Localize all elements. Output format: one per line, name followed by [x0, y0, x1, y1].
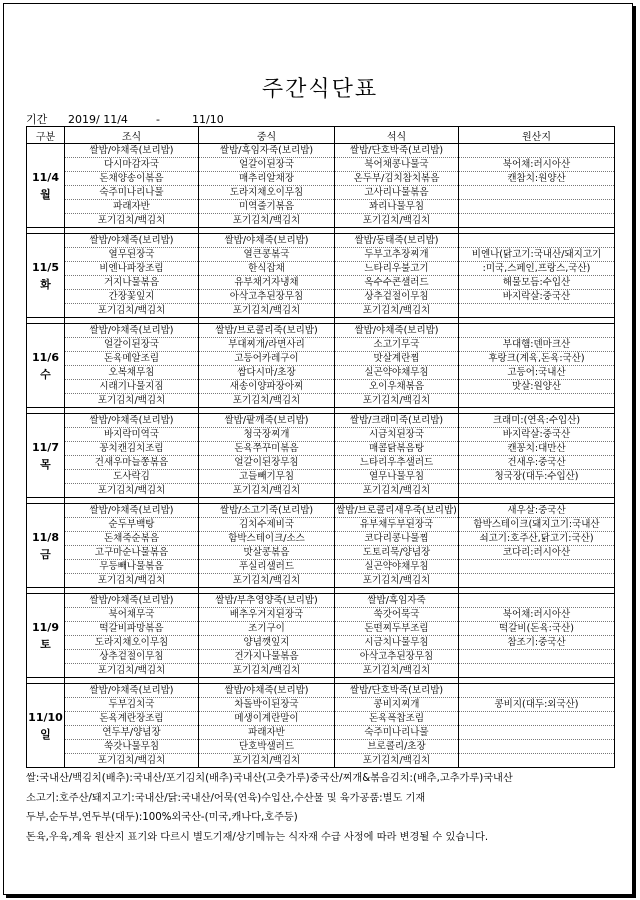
lunch-cell: 미역줄기볶음 [199, 200, 335, 214]
table-row [27, 144, 615, 158]
origin-cell [459, 650, 615, 664]
lunch-cell: 파래자반 [199, 726, 335, 740]
period-line [26, 111, 224, 127]
lunch-cell: 건가지나물볶음 [199, 650, 335, 664]
lunch-cell: 단호박샐러드 [199, 740, 335, 754]
origin-cell: 북어채:러시아산 [459, 608, 615, 622]
origin-cell: 건새우:중국산 [459, 456, 615, 470]
breakfast-cell: 숙주미나리나물 [65, 186, 199, 200]
table-row [27, 726, 615, 740]
lunch-cell: 포기김치/백김치 [199, 484, 335, 498]
dinner-cell: 포기김치/백김치 [335, 394, 459, 408]
breakfast-cell: 포기김치/백김치 [65, 664, 199, 678]
origin-cell [459, 594, 615, 608]
breakfast-cell: 거지나물볶음 [65, 276, 199, 290]
breakfast-cell: 쌀밥/야채죽(보리밥) [65, 504, 199, 518]
table-row [27, 684, 615, 698]
lunch-cell: 포기김치/백김치 [199, 214, 335, 228]
footnote: 두부,순두부,연두부(대두):100%외국산-(미국,캐나다,호주등) [26, 812, 298, 823]
lunch-cell: 메생이계란말이 [199, 712, 335, 726]
table-row [27, 470, 615, 484]
breakfast-cell: 포기김치/백김치 [65, 574, 199, 588]
table-row [27, 276, 615, 290]
origin-cell: 비엔나(닭고기:국내산/돼지고기 [459, 248, 615, 262]
lunch-cell: 쌀밥/부추영양죽(보리밥) [199, 594, 335, 608]
breakfast-cell: 포기김치/백김치 [65, 214, 199, 228]
table-row [27, 594, 615, 608]
origin-cell: 청국장(대두:수입산) [459, 470, 615, 484]
dinner-cell: 아삭고추된장무침 [335, 650, 459, 664]
dinner-cell: 돈떤찌두부조림 [335, 622, 459, 636]
table-row [27, 414, 615, 428]
table-row [27, 380, 615, 394]
dinner-cell: 실곤약야채무침 [335, 560, 459, 574]
origin-cell [459, 234, 615, 248]
origin-cell: 바지락살:중국산 [459, 428, 615, 442]
table-row [27, 428, 615, 442]
day-cell: 11/7 목 [27, 414, 65, 498]
breakfast-cell: 북어채무국 [65, 608, 199, 622]
origin-cell [459, 754, 615, 768]
breakfast-cell: 열무된장국 [65, 248, 199, 262]
dinner-cell: 매콤닭볶음탕 [335, 442, 459, 456]
table-row [27, 456, 615, 470]
table-row [27, 200, 615, 214]
table-row [27, 712, 615, 726]
origin-cell [459, 574, 615, 588]
origin-cell [459, 664, 615, 678]
lunch-cell: 포기김치/백김치 [199, 754, 335, 768]
day-cell: 11/5 화 [27, 234, 65, 318]
dinner-cell: 상추겉절이무침 [335, 290, 459, 304]
origin-cell [459, 200, 615, 214]
breakfast-cell: 무등빼나물볶음 [65, 560, 199, 574]
dinner-cell: 포기김치/백김치 [335, 664, 459, 678]
dinner-cell: 북어채콩나물국 [335, 158, 459, 172]
table-row [27, 532, 615, 546]
day-cell: 11/10 일 [27, 684, 65, 768]
header-dinner: 석식 [335, 127, 459, 144]
lunch-cell: 조기구이 [199, 622, 335, 636]
origin-cell [459, 684, 615, 698]
dinner-cell: 유부채두부된장국 [335, 518, 459, 532]
lunch-cell: 열큰콩볶국 [199, 248, 335, 262]
origin-cell: 코다리:러시아산 [459, 546, 615, 560]
origin-cell [459, 304, 615, 318]
lunch-cell: 얼갈이된장국 [199, 158, 335, 172]
origin-cell [459, 740, 615, 754]
table-row [27, 574, 615, 588]
breakfast-cell: 쌀밥/야채죽(보리밥) [65, 144, 199, 158]
origin-cell [459, 394, 615, 408]
breakfast-cell: 돈육계란장조림 [65, 712, 199, 726]
dinner-cell: 느타리우불고기 [335, 262, 459, 276]
breakfast-cell: 쌀밥/야채죽(보리밥) [65, 234, 199, 248]
dinner-cell: 소고기무국 [335, 338, 459, 352]
table-row [27, 394, 615, 408]
origin-cell [459, 726, 615, 740]
breakfast-cell: 쌀밥/야채죽(보리밥) [65, 684, 199, 698]
breakfast-cell: 연두부/양념장 [65, 726, 199, 740]
dinner-cell: 맛살계란찜 [335, 352, 459, 366]
table-row [27, 262, 615, 276]
breakfast-cell: 쑥갓나물무침 [65, 740, 199, 754]
breakfast-cell: 바지락미역국 [65, 428, 199, 442]
dinner-cell: 두부고추장찌개 [335, 248, 459, 262]
table-row [27, 158, 615, 172]
footnotes [26, 769, 626, 847]
lunch-cell: 유부채거자냉채 [199, 276, 335, 290]
breakfast-cell: 비엔나파장조림 [65, 262, 199, 276]
origin-cell [459, 144, 615, 158]
lunch-cell: 쌀밥/야채죽(보리밥) [199, 684, 335, 698]
table-row [27, 304, 615, 318]
breakfast-cell: 간장꽃잎지 [65, 290, 199, 304]
lunch-cell: 쌀밥/흑임자죽(보리밥) [199, 144, 335, 158]
table-row [27, 518, 615, 532]
origin-cell: 부대햄:덴마크산 [459, 338, 615, 352]
day-cell: 11/4 월 [27, 144, 65, 228]
dinner-cell: 열무나물무침 [335, 470, 459, 484]
breakfast-cell: 얼갈이된장국 [65, 338, 199, 352]
dinner-cell: 고사리나물볶음 [335, 186, 459, 200]
table-row [27, 248, 615, 262]
table-row [27, 740, 615, 754]
dinner-cell: 쌀밥/단호박죽(보리밥) [335, 684, 459, 698]
dinner-cell: 콩비지찌개 [335, 698, 459, 712]
breakfast-cell: 쌀밥/야채죽(보리밥) [65, 324, 199, 338]
dinner-cell: 코다리콩나물찜 [335, 532, 459, 546]
day-cell: 11/9 토 [27, 594, 65, 678]
lunch-cell: 고등어카레구이 [199, 352, 335, 366]
table-row [27, 504, 615, 518]
dinner-cell: 포기김치/백김치 [335, 304, 459, 318]
lunch-cell: 도라지채오이무침 [199, 186, 335, 200]
breakfast-cell: 순두부백탕 [65, 518, 199, 532]
lunch-cell: 차돌박이된장국 [199, 698, 335, 712]
breakfast-cell: 건새우마늘쫑볶음 [65, 456, 199, 470]
table-row [27, 214, 615, 228]
dinner-cell: 포기김치/백김치 [335, 754, 459, 768]
table-row [27, 186, 615, 200]
lunch-cell: 푸실리샐러드 [199, 560, 335, 574]
lunch-cell: 매추리알채장 [199, 172, 335, 186]
lunch-cell: 쌀밥/브로콜리죽(보리밥) [199, 324, 335, 338]
lunch-cell: 부대찌개/라면사리 [199, 338, 335, 352]
origin-cell: 참조기:중국산 [459, 636, 615, 650]
table-row [27, 484, 615, 498]
footnote: 쌀:국내산/백김치(배추):국내산/포기김치(배추)국내산(고춧가루)중국산/찌개&볶음김치:(배추,고추가루)국내산 [26, 773, 513, 784]
origin-cell: 캔참치:원양산 [459, 172, 615, 186]
menu-body [27, 144, 615, 768]
header-day: 구분 [27, 127, 65, 144]
origin-cell: 크래미:(연육:수입산) [459, 414, 615, 428]
table-row [27, 560, 615, 574]
dinner-cell: 도토리묵/양념장 [335, 546, 459, 560]
breakfast-cell: 포기김치/백김치 [65, 394, 199, 408]
breakfast-cell: 상추겉절이무침 [65, 650, 199, 664]
dinner-cell: 브로콜리/초장 [335, 740, 459, 754]
origin-cell: 콩비지(대두:외국산) [459, 698, 615, 712]
lunch-cell: 배추우거지된장국 [199, 608, 335, 622]
lunch-cell: 양념깻잎지 [199, 636, 335, 650]
lunch-cell: 고들빼기무침 [199, 470, 335, 484]
table-row [27, 234, 615, 248]
dinner-cell: 옥수수콘샐러드 [335, 276, 459, 290]
footnote: 돈육,우육,계육 원산지 표기와 다르시 별도기재/상기메뉴는 식자재 수급 사정에 따라 변경될 수 있습니다. [26, 831, 489, 843]
table-row [27, 650, 615, 664]
lunch-cell: 맛살콩볶음 [199, 546, 335, 560]
table-row [27, 546, 615, 560]
origin-cell: 쇠고기:호주산,닭고기:국산) [459, 532, 615, 546]
breakfast-cell: 포기김치/백김치 [65, 754, 199, 768]
table-row [27, 442, 615, 456]
table-row [27, 338, 615, 352]
header-origin: 원산지 [459, 127, 615, 144]
origin-cell: 바지락살:중국산 [459, 290, 615, 304]
page-title: 주간식단표 [261, 77, 379, 102]
breakfast-cell: 다시마감자국 [65, 158, 199, 172]
period-start: 2019/ 11/4 [68, 113, 128, 126]
breakfast-cell: 두부김치국 [65, 698, 199, 712]
origin-cell [459, 214, 615, 228]
dinner-cell: 포기김치/백김치 [335, 484, 459, 498]
header-lunch: 중식 [199, 127, 335, 144]
table-row [27, 622, 615, 636]
dinner-cell: 시금치된장국 [335, 428, 459, 442]
lunch-cell: 새송이양파장아찌 [199, 380, 335, 394]
dinner-cell: 쌀밥/동태죽(보리밥) [335, 234, 459, 248]
lunch-cell: 쌀밥/야채죽(보리밥) [199, 234, 335, 248]
origin-cell: 떡갈비(돈육:국산) [459, 622, 615, 636]
breakfast-cell: 시래기나물지짐 [65, 380, 199, 394]
origin-cell: 함박스테이크(돼지고기:국내산 [459, 518, 615, 532]
dinner-cell: 오이우채볶음 [335, 380, 459, 394]
origin-cell [459, 324, 615, 338]
origin-cell [459, 484, 615, 498]
header-breakfast: 조식 [65, 127, 199, 144]
breakfast-cell: 돈육메알조림 [65, 352, 199, 366]
table-row [27, 698, 615, 712]
origin-cell: :미국,스페인,프랑스,국산) [459, 262, 615, 276]
table-row [27, 290, 615, 304]
lunch-cell: 포기김치/백김치 [199, 574, 335, 588]
lunch-cell: 얼갈이된장무침 [199, 456, 335, 470]
table-row [27, 352, 615, 366]
origin-cell [459, 712, 615, 726]
lunch-cell: 한식잡채 [199, 262, 335, 276]
dinner-cell: 포기김치/백김치 [335, 214, 459, 228]
day-cell: 11/6 수 [27, 324, 65, 408]
dinner-cell: 온두부/김치참치볶음 [335, 172, 459, 186]
lunch-cell: 쌈다시마/초장 [199, 366, 335, 380]
footnote: 소고기:호주산/돼지고기:국내산/닭:국내산/어묵(연육)수입산,수산물 및 육가공품:별도 기재 [26, 792, 426, 804]
lunch-cell: 아삭고추된장무침 [199, 290, 335, 304]
dinner-cell: 숙주미나리나물 [335, 726, 459, 740]
table-row [27, 754, 615, 768]
table-row [27, 324, 615, 338]
breakfast-cell: 떡갈비파망볶음 [65, 622, 199, 636]
origin-cell: 해물모듬:수입산 [459, 276, 615, 290]
period-end: 11/10 [192, 113, 224, 126]
breakfast-cell: 포기김치/백김치 [65, 484, 199, 498]
origin-cell: 맛살:원양산 [459, 380, 615, 394]
lunch-cell: 포기김치/백김치 [199, 664, 335, 678]
breakfast-cell: 돈채양송이볶음 [65, 172, 199, 186]
lunch-cell: 함박스테이크/소스 [199, 532, 335, 546]
origin-cell [459, 186, 615, 200]
breakfast-cell: 쌀밥/야채죽(보리밥) [65, 414, 199, 428]
dinner-cell: 시금치나물무침 [335, 636, 459, 650]
dinner-cell: 쌀밥/크래미죽(보리밥) [335, 414, 459, 428]
dinner-cell: 느타리우추샐러드 [335, 456, 459, 470]
breakfast-cell: 꽁치캔김치조림 [65, 442, 199, 456]
dinner-cell: 쌀밥/야채죽(보리밥) [335, 324, 459, 338]
table-row [27, 172, 615, 186]
table-row [27, 366, 615, 380]
dinner-cell: 꽈리나물무침 [335, 200, 459, 214]
origin-cell [459, 560, 615, 574]
day-cell: 11/8 금 [27, 504, 65, 588]
table-row [27, 636, 615, 650]
breakfast-cell: 오복채무침 [65, 366, 199, 380]
origin-cell: 새우살:중국산 [459, 504, 615, 518]
table-header [27, 127, 615, 144]
dinner-cell: 실곤약야채무침 [335, 366, 459, 380]
origin-cell: 고등어:국내산 [459, 366, 615, 380]
breakfast-cell: 돈채죽순볶음 [65, 532, 199, 546]
lunch-cell: 김치수제비국 [199, 518, 335, 532]
breakfast-cell: 도사락김 [65, 470, 199, 484]
dinner-cell: 쑥갓어묵국 [335, 608, 459, 622]
dinner-cell: 쌀밥/흑임자죽 [335, 594, 459, 608]
dinner-cell: 쌀밥/브로콜리새우죽(보리밥) [336, 505, 457, 516]
breakfast-cell: 파래자반 [65, 200, 199, 214]
lunch-cell: 돈육쭈꾸미볶음 [199, 442, 335, 456]
lunch-cell: 쌀밥/소고기죽(보리밥) [199, 504, 335, 518]
origin-cell: 캔꽁치:대만산 [459, 442, 615, 456]
breakfast-cell: 쌀밥/야채죽(보리밥) [65, 594, 199, 608]
menu-table [26, 126, 615, 768]
origin-cell: 북어채:러시아산 [459, 158, 615, 172]
dinner-cell: 돈육폭찹조림 [335, 712, 459, 726]
breakfast-cell: 도라지채오이무침 [65, 636, 199, 650]
table-row [27, 608, 615, 622]
lunch-cell: 청국장찌개 [199, 428, 335, 442]
table-row [27, 664, 615, 678]
dinner-cell: 쌀밥/단호박죽(보리밥) [335, 144, 459, 158]
period-dash: - [156, 113, 160, 126]
origin-cell: 후랑크(계육,돈육:국산) [459, 352, 615, 366]
dinner-cell: 포기김치/백김치 [335, 574, 459, 588]
lunch-cell: 쌀밥/팥깨죽(보리밥) [199, 414, 335, 428]
breakfast-cell: 고구마순나물볶음 [65, 546, 199, 560]
lunch-cell: 포기김치/백김치 [199, 304, 335, 318]
period-label: 기간 [26, 113, 48, 126]
lunch-cell: 포기김치/백김치 [199, 394, 335, 408]
breakfast-cell: 포기김치/백김치 [65, 304, 199, 318]
